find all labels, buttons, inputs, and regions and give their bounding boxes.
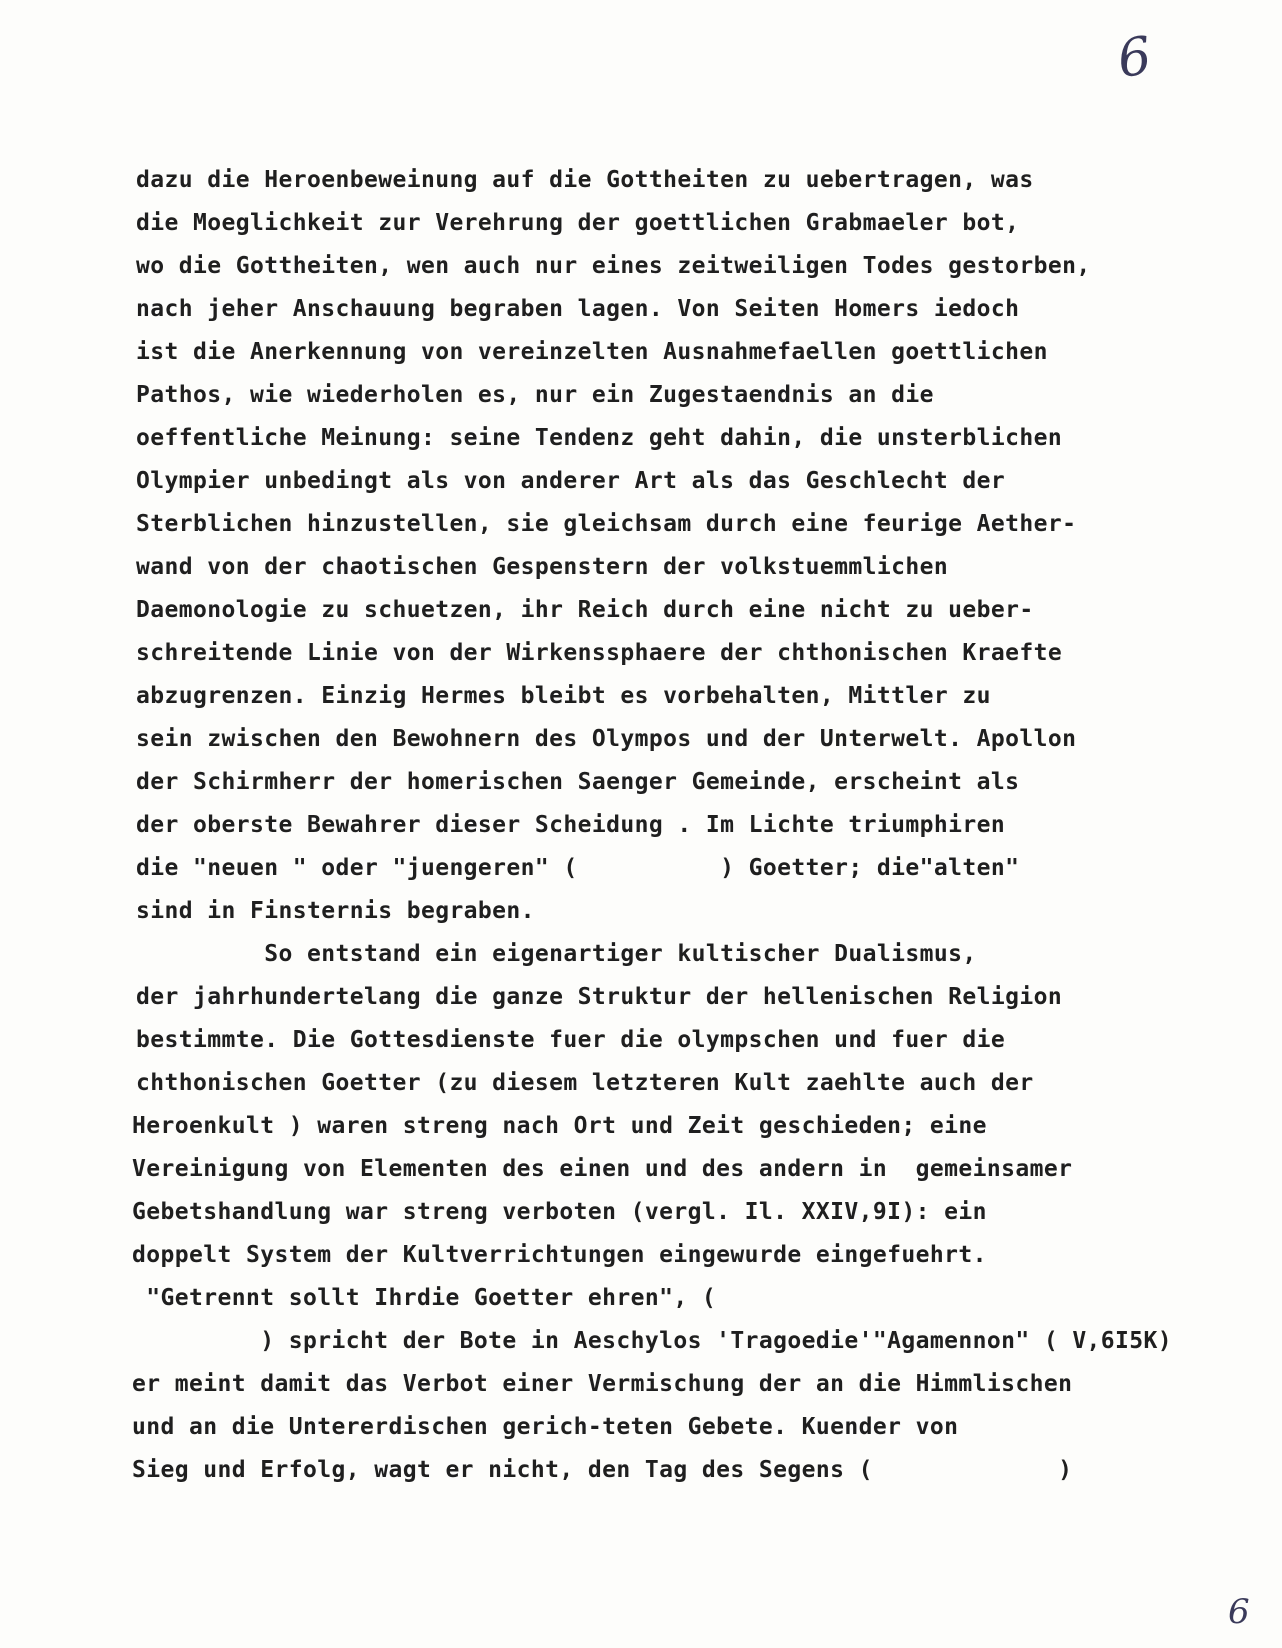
- text-line: oeffentliche Meinung: seine Tendenz geht dahin, die unsterblichen: [136, 425, 1063, 451]
- text-line: Sterblichen hinzustellen, sie gleichsam durch eine feurige Aether-: [136, 511, 1077, 537]
- text-line: bestimmte. Die Gottesdienste fuer die olympschen und fuer die: [136, 1027, 1006, 1053]
- text-line: So entstand ein eigenartiger kultischer Dualismus,: [136, 941, 977, 967]
- text-line: und an die Untererdischen gerich-teten Gebete. Kuender von: [132, 1414, 959, 1440]
- text-line: dazu die Heroenbeweinung auf die Gottheiten zu uebertragen, was: [136, 167, 1034, 193]
- text-line: sein zwischen den Bewohnern des Olympos und der Unterwelt. Apollon: [136, 726, 1077, 752]
- text-line: die "neuen " oder "juengeren" ( ) Goetter; die"alten": [136, 855, 1020, 881]
- text-line: sind in Finsternis begraben.: [136, 898, 535, 924]
- text-line: Olympier unbedingt als von anderer Art als das Geschlecht der: [136, 468, 1006, 494]
- text-line: er meint damit das Verbot einer Vermischung der an die Himmlischen: [132, 1371, 1073, 1397]
- text-line: "Getrennt sollt Ihrdie Goetter ehren", (: [132, 1285, 717, 1311]
- text-line: Sieg und Erfolg, wagt er nicht, den Tag des Segens ( ): [132, 1457, 1073, 1483]
- text-line: nach jeher Anschauung begraben lagen. Von Seiten Homers iedoch: [136, 296, 1020, 322]
- text-line: wand von der chaotischen Gespenstern der volkstuemmlichen: [136, 554, 949, 580]
- text-line: wo die Gottheiten, wen auch nur eines zeitweiligen Todes gestorben,: [136, 253, 1091, 279]
- text-line: der jahrhundertelang die ganze Struktur der hellenischen Religion: [136, 984, 1063, 1010]
- text-line: schreitende Linie von der Wirkenssphaere der chthonischen Kraefte: [136, 640, 1063, 666]
- text-line: Heroenkult ) waren streng nach Ort und Zeit geschieden; eine: [132, 1113, 987, 1139]
- handwritten-page-number-bottom: 6: [1228, 1592, 1250, 1632]
- text-line: ) spricht der Bote in Aeschylos 'Tragoedie'"Agamennon" ( V,6I5K): [132, 1328, 1173, 1354]
- text-line: Daemonologie zu schuetzen, ihr Reich durch eine nicht zu ueber-: [136, 597, 1034, 623]
- text-line: doppelt System der Kultverrichtungen eingewurde eingefuehrt.: [132, 1242, 987, 1268]
- handwritten-page-number-top: 6: [1113, 25, 1156, 91]
- text-line: abzugrenzen. Einzig Hermes bleibt es vorbehalten, Mittler zu: [136, 683, 991, 709]
- text-line: der Schirmherr der homerischen Saenger Gemeinde, erscheint als: [136, 769, 1020, 795]
- text-line: Vereinigung von Elementen des einen und des andern in gemeinsamer: [132, 1156, 1073, 1182]
- text-line: die Moeglichkeit zur Verehrung der goettlichen Grabmaeler bot,: [136, 210, 1020, 236]
- text-line: ist die Anerkennung von vereinzelten Ausnahmefaellen goettlichen: [136, 339, 1048, 365]
- text-line: Pathos, wie wiederholen es, nur ein Zugestaendnis an die: [136, 382, 934, 408]
- text-line: der oberste Bewahrer dieser Scheidung . Im Lichte triumphiren: [136, 812, 1006, 838]
- text-line: chthonischen Goetter (zu diesem letzteren Kult zaehlte auch der: [136, 1070, 1034, 1096]
- text-line: Gebetshandlung war streng verboten (vergl. Il. XXIV,9I): ein: [132, 1199, 987, 1225]
